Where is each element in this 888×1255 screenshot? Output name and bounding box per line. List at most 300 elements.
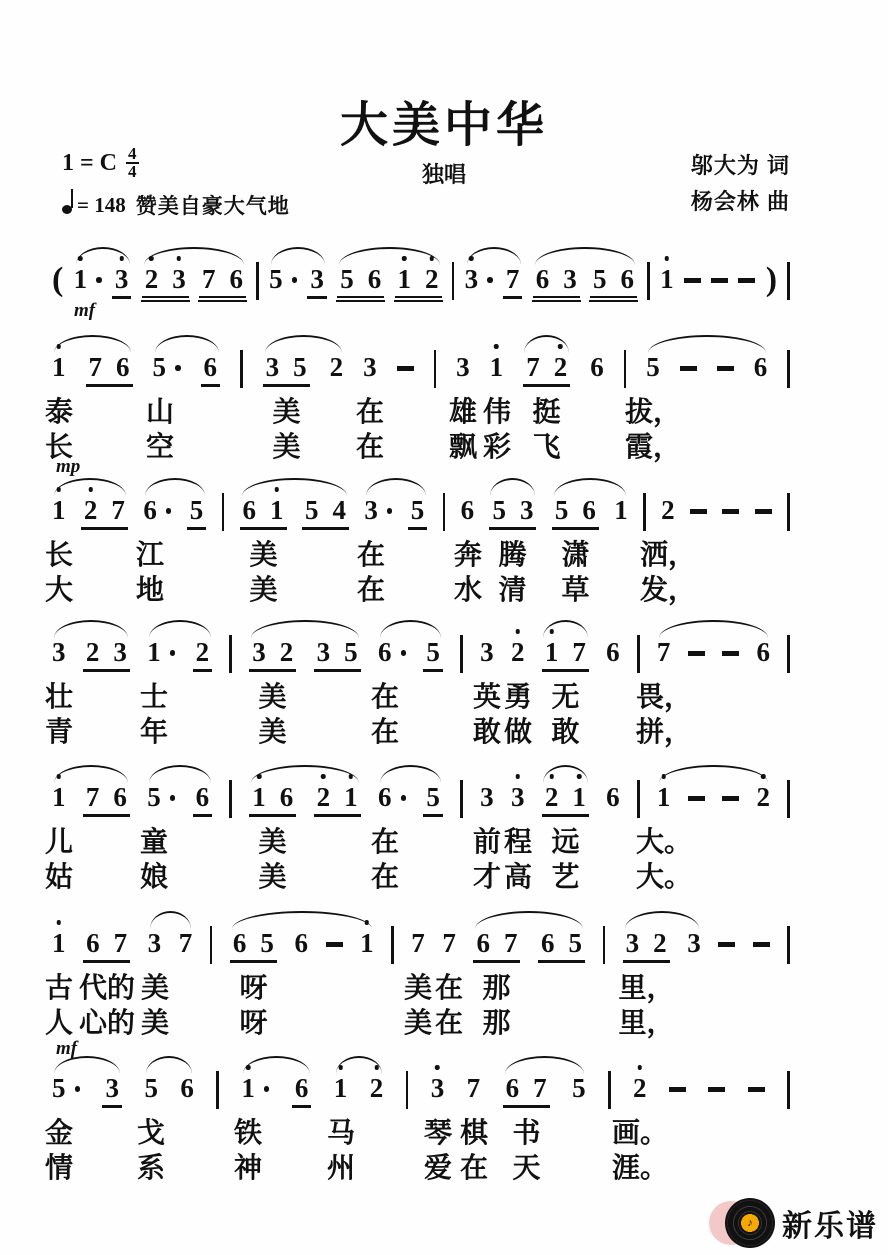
lyric-syllable: 代 [78, 972, 108, 1003]
note: 7 [85, 782, 100, 812]
beam-group [590, 264, 637, 298]
note: 2 [145, 264, 159, 294]
note: 1 [614, 495, 628, 525]
lyric-syllable: 画。 [611, 1117, 669, 1148]
note: 7 [442, 928, 456, 958]
lyric-syllable: 高 [503, 861, 533, 892]
note: 4 [332, 495, 346, 525]
slur [145, 478, 205, 496]
lyric-syllable: 在 [356, 574, 386, 605]
note: 3 [519, 495, 534, 525]
note: 1 [74, 264, 88, 294]
note: 3 [480, 782, 494, 812]
note: 6 [367, 264, 382, 294]
note: 6 [113, 782, 127, 812]
note-token [756, 782, 770, 812]
beam-group [81, 495, 128, 530]
augmentation-dot [175, 365, 181, 371]
note: 3 [310, 264, 324, 294]
note: 1 [52, 928, 66, 958]
lyric-syllable: 腾 [498, 539, 527, 570]
note: 3 [52, 637, 66, 667]
slur [535, 247, 635, 265]
lyric-syllable: 在 [370, 826, 400, 857]
music-system-2 [44, 328, 790, 477]
lyric-syllable: 艺 [551, 861, 580, 892]
note-token [52, 782, 66, 812]
note: 5 [52, 1073, 66, 1103]
lyric-syllable: 在 [370, 861, 400, 892]
lyric-syllable: 青 [44, 716, 74, 747]
lyric-syllable: 铁 [233, 1117, 263, 1148]
slur [243, 1056, 310, 1074]
song-title: 大美中华 [339, 99, 548, 152]
beam-group [112, 264, 132, 299]
beam-group [542, 782, 589, 817]
note-token [378, 782, 406, 812]
note-token [480, 637, 494, 667]
note: 2 [425, 264, 439, 294]
lyric-syllable: 美 [403, 1007, 433, 1038]
slur [76, 247, 130, 265]
lyric-syllable: 那 [482, 1007, 511, 1038]
note: 6 [195, 782, 210, 812]
note: 2 [317, 782, 331, 812]
lyric-syllable: 勇 [503, 681, 533, 712]
barline [452, 262, 455, 300]
note: 2 [85, 637, 100, 667]
duration-dash [326, 942, 343, 947]
beam-group [201, 352, 221, 387]
quarter-note-icon [62, 205, 72, 214]
augmentation-dot [75, 1086, 81, 1092]
lyric-syllable: 美 [249, 539, 278, 570]
augmentation-dot [170, 795, 176, 801]
duration-dash [722, 509, 739, 514]
slur [54, 335, 131, 353]
augmentation-dot [170, 650, 176, 656]
note-token [147, 782, 175, 812]
duration-dash [748, 1087, 765, 1092]
lyric-syllable: 前 [472, 826, 502, 857]
note: 7 [466, 1073, 481, 1103]
lyric-syllable: 天 [512, 1152, 541, 1183]
slur [251, 765, 359, 783]
note: 5 [410, 495, 425, 525]
barline [216, 1071, 219, 1109]
note: 3 [265, 352, 280, 382]
slur [54, 765, 128, 783]
beam-group [423, 637, 443, 672]
note: 6 [582, 495, 596, 525]
note: 6 [180, 1073, 194, 1103]
slur [144, 247, 244, 265]
duration-dash [680, 366, 697, 371]
lyric-syllable: 呀 [239, 1007, 268, 1038]
slur [380, 765, 441, 783]
note: 5 [304, 495, 319, 525]
slur [232, 911, 372, 929]
note: 7 [178, 928, 193, 958]
note: 3 [105, 1073, 119, 1103]
barline [229, 635, 232, 673]
slur [475, 911, 583, 929]
note-token [756, 637, 770, 667]
note-token [334, 1073, 348, 1103]
note: 6 [143, 495, 157, 525]
beam-group [83, 637, 130, 672]
note: 6 [86, 928, 100, 958]
note-token [467, 1073, 481, 1103]
lyric-syllable: 空 [145, 431, 175, 462]
note-token [52, 928, 66, 958]
note: 1 [241, 1073, 255, 1103]
note: 2 [370, 1073, 384, 1103]
barline [637, 635, 640, 673]
slur [251, 620, 359, 638]
music-system-6 [44, 904, 790, 1059]
key-signature [62, 146, 139, 180]
barline [787, 635, 790, 673]
note: 5 [572, 1073, 586, 1103]
music-system-5 [44, 758, 790, 892]
note-token [461, 495, 475, 525]
publisher-brand [709, 1197, 878, 1249]
music-system-1 [52, 240, 790, 321]
note-token [52, 637, 66, 667]
lyric-syllable: 那 [482, 972, 511, 1003]
augmentation-dot [264, 1086, 270, 1092]
note: 2 [554, 352, 568, 382]
lyric-syllable: 琴 [423, 1117, 453, 1148]
dynamic-marking: mf [56, 1038, 78, 1059]
lyric-syllable: 敢 [551, 716, 580, 747]
note-token [442, 928, 456, 958]
note: 5 [269, 264, 283, 294]
lyric-syllable: 美 [249, 574, 278, 605]
note-token [661, 495, 675, 525]
note: 6 [620, 264, 634, 294]
note-token [360, 928, 374, 958]
note: 5 [646, 352, 660, 382]
beam-group [86, 352, 133, 387]
augmentation-dot [401, 650, 407, 656]
note: 7 [572, 637, 586, 667]
lyric-syllable: 戈 [136, 1117, 166, 1148]
note-token [179, 928, 193, 958]
note: 2 [329, 352, 344, 382]
lyric-syllable: 呀 [239, 972, 268, 1003]
note: 5 [426, 782, 440, 812]
beam-group [542, 637, 589, 672]
note-token [614, 495, 628, 525]
duration-dash [690, 509, 707, 514]
beam-group [473, 928, 520, 963]
beam-group [489, 495, 536, 530]
music-note-icon: ♪ [747, 1216, 753, 1229]
note: 3 [364, 495, 378, 525]
note: 3 [252, 637, 266, 667]
lyric-syllable: 在 [355, 431, 385, 462]
slur [467, 247, 521, 265]
note-token [511, 782, 525, 812]
lyric-syllable: 拼， [635, 716, 693, 747]
lyric-syllable: 里， [618, 1007, 675, 1038]
notes-row [52, 928, 790, 964]
duration-dash [708, 1087, 725, 1092]
octave-dot [515, 629, 520, 634]
notes-row [52, 782, 790, 818]
parenthesis: ) [765, 261, 778, 298]
lyric-syllable: 在 [459, 1152, 489, 1183]
lyric-syllable: 洒， [639, 539, 697, 570]
slur [524, 335, 569, 353]
lyric-syllable: 在 [370, 681, 400, 712]
lyric-syllable: 拔， [624, 396, 682, 427]
lyric-syllable: 做 [503, 716, 533, 747]
note: 1 [360, 928, 374, 958]
notes-row [52, 495, 790, 531]
notes-row [52, 637, 790, 673]
note-token [153, 352, 181, 382]
note: 5 [189, 495, 204, 525]
note-token [269, 264, 297, 294]
beam-group [193, 782, 213, 817]
beam-group [307, 264, 327, 299]
parenthesis: ( [52, 261, 64, 298]
lyric-syllable: 人 [44, 1007, 74, 1038]
lyric-syllable: 在 [355, 396, 385, 427]
lyric-syllable: 水 [453, 574, 483, 605]
lyric-syllable: 奔 [453, 539, 483, 570]
lyric-syllable: 才 [472, 861, 502, 892]
duration-dash [669, 1087, 686, 1092]
note: 5 [554, 495, 569, 525]
beam-group [423, 782, 443, 817]
note: 5 [293, 352, 307, 382]
slur [155, 335, 219, 353]
slur [242, 478, 347, 496]
note: 6 [753, 352, 768, 382]
time-signature-denominator: 4 [128, 162, 137, 181]
note: 3 [431, 1073, 445, 1103]
note: 1 [52, 352, 66, 382]
lyric-syllable: 在 [370, 716, 400, 747]
lyric-syllable: 草 [561, 574, 590, 605]
note-token [74, 264, 102, 294]
beam-group [240, 495, 287, 530]
note: 6 [294, 1073, 309, 1103]
note: 3 [115, 264, 129, 294]
note: 5 [144, 1073, 158, 1103]
note: 6 [116, 352, 130, 382]
note: 5 [340, 264, 354, 294]
note-token [590, 352, 604, 382]
augmentation-dot [166, 508, 172, 514]
note: 5 [147, 782, 161, 812]
lyric-syllable: 英 [472, 681, 502, 712]
lyric-syllable: 发， [639, 574, 697, 605]
note: 3 [147, 928, 162, 958]
note: 6 [541, 928, 555, 958]
lyric-syllable: 美 [258, 681, 287, 712]
beam-group [523, 352, 570, 387]
lyric-syllable: 美 [140, 1007, 170, 1038]
note: 3 [363, 352, 377, 382]
note: 2 [661, 495, 675, 525]
lyric-syllable: 美 [140, 972, 170, 1003]
augmentation-dot [401, 795, 407, 801]
beam-group [314, 637, 361, 672]
lyric-syllable: 爱 [423, 1152, 453, 1183]
note: 2 [195, 637, 210, 667]
lyric-syllable: 童 [139, 826, 169, 857]
lyric-syllable: 年 [139, 716, 169, 747]
lyric-syllable: 地 [135, 574, 165, 605]
beam-group [623, 928, 670, 963]
note-token [660, 264, 674, 294]
note-token [180, 1073, 194, 1103]
tempo-value: = 148 [77, 192, 126, 217]
note: 1 [52, 495, 66, 525]
note: 5 [492, 495, 506, 525]
barline [647, 262, 650, 300]
barline [787, 350, 790, 388]
slur [336, 1056, 382, 1074]
note: 2 [653, 928, 667, 958]
note-token [456, 352, 470, 382]
note: 6 [378, 782, 392, 812]
notes-row [52, 352, 790, 388]
lyric-syllable: 清 [498, 574, 527, 605]
note: 3 [465, 264, 479, 294]
note: 5 [344, 637, 358, 667]
performance-type-label: 独唱 [421, 162, 466, 187]
barline [406, 1071, 409, 1109]
note: 3 [113, 637, 127, 667]
lyric-syllable: 美 [258, 716, 287, 747]
barline [787, 926, 790, 964]
octave-dot [57, 920, 62, 925]
note: 5 [152, 352, 167, 382]
brand-name: 新乐谱 [782, 1210, 878, 1243]
note: 6 [535, 264, 550, 294]
lyric-syllable: 在 [434, 1007, 464, 1038]
note: 6 [229, 264, 244, 294]
note: 6 [378, 637, 392, 667]
lyric-syllable: 江 [135, 539, 165, 570]
note-token [370, 1073, 384, 1103]
note: 6 [606, 782, 620, 812]
duration-dash [722, 796, 739, 801]
note: 7 [526, 352, 540, 382]
lyric-syllable: 敢 [472, 716, 502, 747]
note-token [657, 782, 671, 812]
lyric-syllable: 娘 [139, 861, 169, 892]
barline [787, 262, 790, 300]
note-token [646, 352, 660, 382]
octave-dot [515, 774, 520, 779]
note: 1 [270, 495, 284, 525]
note: 3 [316, 637, 331, 667]
note: 2 [633, 1073, 647, 1103]
beam-group [230, 928, 277, 963]
beam-group [408, 495, 428, 530]
note: 1 [490, 352, 504, 382]
beam-group [302, 495, 349, 530]
note: 7 [503, 928, 518, 958]
barline [391, 926, 394, 964]
beam-group [538, 928, 585, 963]
beam-group [337, 264, 384, 298]
duration-dash [711, 278, 728, 283]
lyric-syllable: 飞 [532, 431, 561, 462]
note-token [330, 352, 344, 382]
duration-dash [684, 278, 701, 283]
note: 1 [398, 264, 412, 294]
lyric-syllable: 金 [44, 1117, 74, 1148]
notes-row [52, 261, 790, 300]
note-token [364, 495, 392, 525]
lyric-syllable: 美 [258, 826, 287, 857]
note-token [511, 637, 525, 667]
beam-group [142, 264, 189, 298]
lyric-syllable: 涯。 [611, 1152, 669, 1183]
slur [543, 620, 588, 638]
slur [659, 620, 768, 638]
note-token [606, 637, 620, 667]
slur [366, 478, 426, 496]
slur [648, 335, 766, 353]
barline [460, 635, 463, 673]
duration-dash [753, 942, 770, 947]
beam-group [249, 782, 296, 817]
lyric-syllable: 棋 [459, 1117, 489, 1148]
lyric-syllable: 在 [434, 972, 464, 1003]
augmentation-dot [96, 277, 102, 283]
slur [659, 765, 768, 783]
barline [229, 780, 232, 818]
note: 7 [88, 352, 103, 382]
augmentation-dot [487, 277, 493, 283]
slur [54, 1056, 120, 1074]
beam-group [503, 1073, 550, 1108]
note: 6 [232, 928, 247, 958]
lyric-syllable: 士 [139, 681, 169, 712]
note-token [363, 352, 377, 382]
lyricist-credit: 邬大为 词 [690, 153, 790, 178]
note: 5 [426, 637, 440, 667]
barline [240, 350, 243, 388]
note-token [657, 637, 671, 667]
barline [256, 262, 259, 300]
beam-group [503, 264, 523, 299]
lyric-syllable: 马 [326, 1117, 356, 1148]
octave-dot [638, 1065, 643, 1070]
lyric-syllable: 的 [106, 972, 136, 1003]
tempo-marking [62, 190, 290, 220]
lyric-syllable: 泰 [44, 396, 74, 427]
octave-dot [494, 344, 499, 349]
slur [54, 478, 126, 496]
beam-group [187, 495, 207, 530]
barline [603, 926, 606, 964]
lyric-syllable: 伟 [482, 396, 512, 427]
duration-dash [717, 366, 734, 371]
note: 6 [279, 782, 294, 812]
barline [608, 1071, 611, 1109]
lyric-syllable: 霞， [624, 431, 682, 462]
